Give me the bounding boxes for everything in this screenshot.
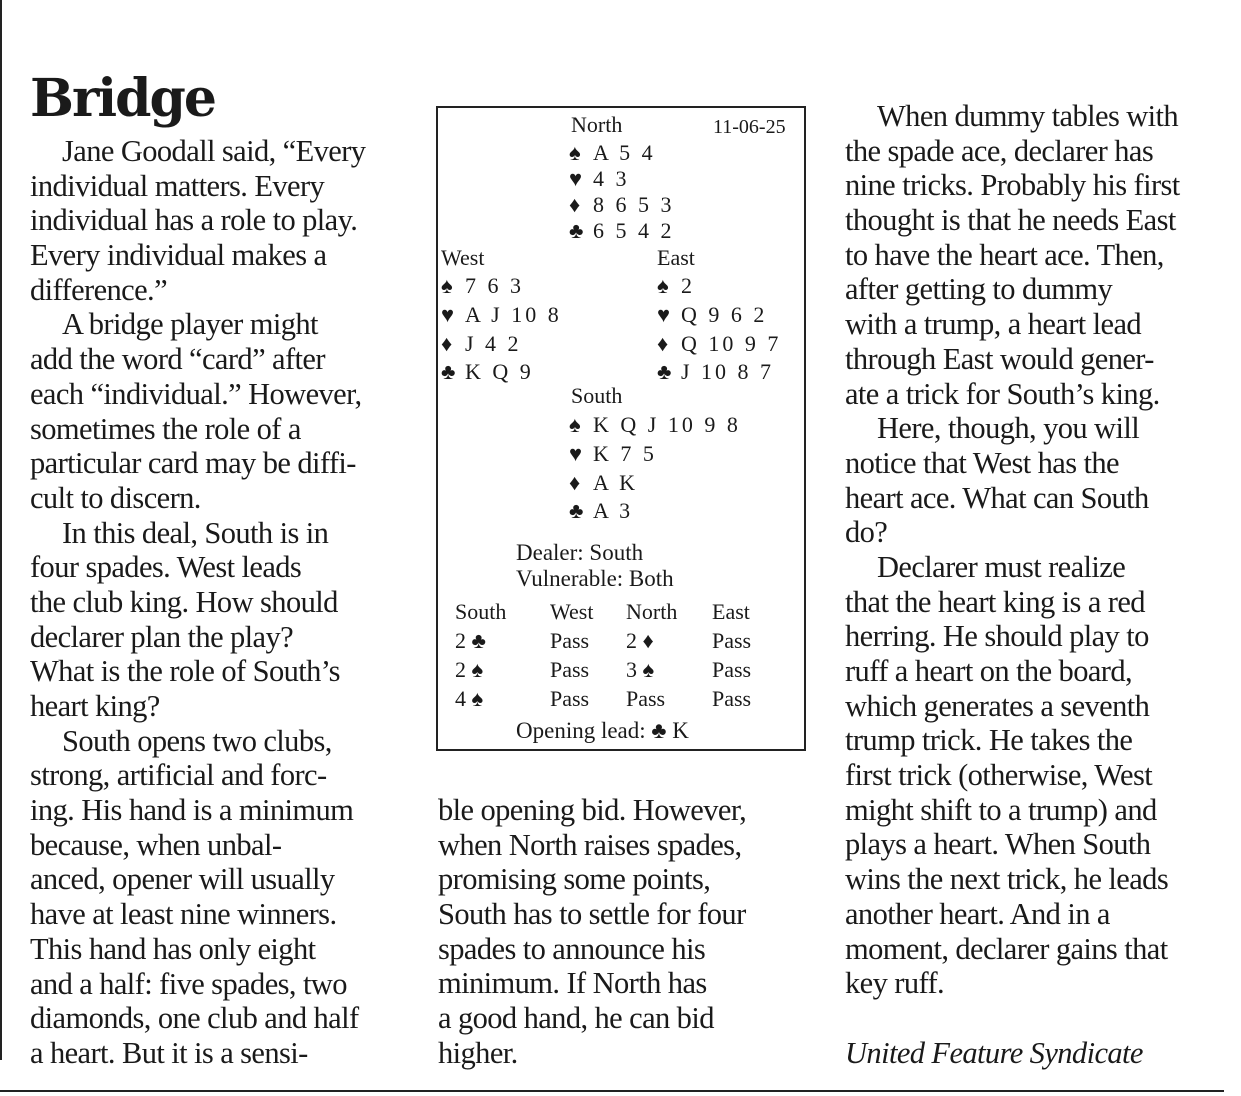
text-line: individual matters. Every [30,168,325,203]
auction-header-south: South [455,599,507,624]
bottom-rule [0,1090,1224,1092]
text-line: four spades. West leads [30,550,302,585]
south-hearts: ♥ K 7 5 [569,441,657,466]
text-line: a good hand, he can bid [438,1001,714,1036]
diamond-icon: ♦ [657,331,669,356]
text-line: diamonds, one club and half [30,1001,359,1036]
auction-bid: Pass [712,686,752,711]
auction-header-east: East [712,599,750,624]
text-line: When dummy tables with [877,99,1179,133]
club-icon: ♣ [441,359,456,384]
opening-lead-card: K [672,718,689,743]
text-line: with a trump, a heart lead [845,307,1142,342]
text-line: add the word “card” after [30,342,325,377]
text-line: because, when unbal- [30,827,282,862]
club-icon: ♣ [657,359,672,384]
text-line: herring. He should play to [845,619,1149,654]
text-line: minimum. If North has [438,966,707,1001]
text-line: when North raises spades, [438,827,742,862]
text-line: have at least nine winners. [30,897,337,932]
text-line: strong, artificial and forc- [30,758,327,793]
east-label: East [657,245,695,270]
south-diamonds: ♦ A K [569,470,639,495]
east-spades: ♠ 2 [657,273,695,298]
spade-icon: ♠ [569,412,581,437]
text-line: higher. [438,1035,518,1070]
text-line: This hand has only eight [30,931,316,966]
text-line: What is the role of South’s [30,654,340,689]
article-column-2 [438,793,746,1071]
text-line: ruff a heart on the board, [845,654,1133,688]
south-spades: ♠ K Q J 10 9 8 [569,412,741,437]
text-line: declarer plan the play? [30,619,294,654]
west-spades: ♠ 7 6 3 [441,273,524,298]
text-line: after getting to dummy [845,272,1113,307]
auction-bid: Pass [550,657,590,682]
north-spades: ♠ A 5 4 [569,140,656,165]
text-line: heart king? [30,689,160,723]
text-line: ble opening bid. However, [438,793,747,827]
west-clubs: ♣ K Q 9 [441,359,534,384]
auction-bid: Pass [550,628,590,653]
club-icon: ♣ [569,498,584,523]
text-line: In this deal, South is in [62,515,329,550]
east-clubs: ♣ J 10 8 7 [657,359,775,384]
text-line: ate a trick for South’s king. [845,376,1160,411]
text-line: first trick (otherwise, West [845,758,1153,793]
text-line: do? [845,515,888,550]
north-label: North [571,112,623,137]
text-line: Declarer must realize [877,549,1126,584]
page-title: Bridge [30,68,215,129]
north-clubs: ♣ 6 5 4 2 [569,218,675,243]
article-column-1 [30,134,365,1071]
text-line: Here, though, you will [877,411,1140,446]
text-line: trump trick. He takes the [845,723,1133,758]
text-line: individual has a role to play. [30,203,358,238]
deal-date: 11-06-25 [713,116,786,138]
text-line: heart ace. What can South [845,480,1149,515]
auction-bid: Pass [550,686,590,711]
syndicate-credit: United Feature Syndicate [845,1036,1143,1070]
diamond-icon: ♦ [569,192,581,217]
auction-bid: Pass [712,657,752,682]
opening-lead-label: Opening lead: [516,718,646,743]
spade-icon: ♠ [441,273,453,298]
west-hearts: ♥ A J 10 8 [441,302,562,327]
auction-bid: 2 ♦ [626,628,654,653]
heart-icon: ♥ [657,302,671,327]
club-icon: ♣ [569,218,584,243]
dealer-info: Dealer: South [516,540,644,565]
auction-header-west: West [550,599,594,624]
east-diamonds: ♦ Q 10 9 7 [657,331,782,356]
text-line: cult to discern. [30,480,201,515]
auction-bid: 2 ♣ [455,628,486,653]
text-line: spades to announce his [438,931,706,966]
text-line: A bridge player might [62,307,318,342]
north-hearts: ♥ 4 3 [569,166,630,191]
club-icon: ♣ [651,718,667,743]
spade-icon: ♠ [657,273,669,298]
auction-bid: 3 ♠ [626,657,655,682]
west-label: West [441,245,485,270]
auction-header-north: North [626,599,678,624]
text-line: anced, opener will usually [30,862,335,897]
text-line: moment, declarer gains that [845,931,1168,966]
diamond-icon: ♦ [569,470,581,495]
east-hearts: ♥ Q 9 6 2 [657,302,768,327]
auction-bid: Pass [626,686,666,711]
opening-lead [516,718,689,744]
text-line: ing. His hand is a minimum [30,793,354,828]
text-line: each “individual.” However, [30,376,362,411]
text-line: Every individual makes a [30,238,327,273]
north-diamonds: ♦ 8 6 5 3 [569,192,675,217]
text-line: South opens two clubs, [62,723,332,758]
bridge-deal-diagram [436,106,806,751]
heart-icon: ♥ [569,166,583,191]
text-line: nine tricks. Probably his first [845,168,1180,203]
text-line: key ruff. [845,966,945,1001]
text-line: a heart. But it is a sensi- [30,1035,308,1070]
text-line: difference.” [30,272,168,307]
text-line: wins the next trick, he leads [845,862,1169,897]
text-line: notice that West has the [845,445,1119,480]
text-line: might shift to a trump) and [845,792,1157,827]
vulnerable-info: Vulnerable: Both [516,566,674,591]
heart-icon: ♥ [441,302,455,327]
text-line: South has to settle for four [438,897,746,932]
south-label: South [571,383,623,408]
text-line: thought is that he needs East [845,203,1176,238]
left-column-rule [0,0,2,1060]
text-line: and a half: five spades, two [30,966,347,1001]
article-column-3 [845,99,1180,1001]
west-diamonds: ♦ J 4 2 [441,331,522,356]
spade-icon: ♠ [569,140,581,165]
text-line: to have the heart ace. Then, [845,237,1164,272]
text-line: particular card may be diffi- [30,446,356,481]
diamond-icon: ♦ [441,331,453,356]
text-line: promising some points, [438,862,711,897]
text-line: that the heart king is a red [845,584,1145,619]
text-line: which generates a seventh [845,688,1150,723]
text-line: Jane Goodall said, “Every [62,134,366,168]
text-line: sometimes the role of a [30,411,301,446]
text-line: through East would gener- [845,341,1154,376]
text-line: another heart. And in a [845,896,1110,931]
south-clubs: ♣ A 3 [569,498,634,523]
auction-bid: 2 ♠ [455,657,484,682]
text-line: the spade ace, declarer has [845,133,1154,168]
auction-bid: 4 ♠ [455,686,484,711]
text-line: the club king. How should [30,584,338,619]
text-line: plays a heart. When South [845,827,1151,862]
heart-icon: ♥ [569,441,583,466]
auction-bid: Pass [712,628,752,653]
